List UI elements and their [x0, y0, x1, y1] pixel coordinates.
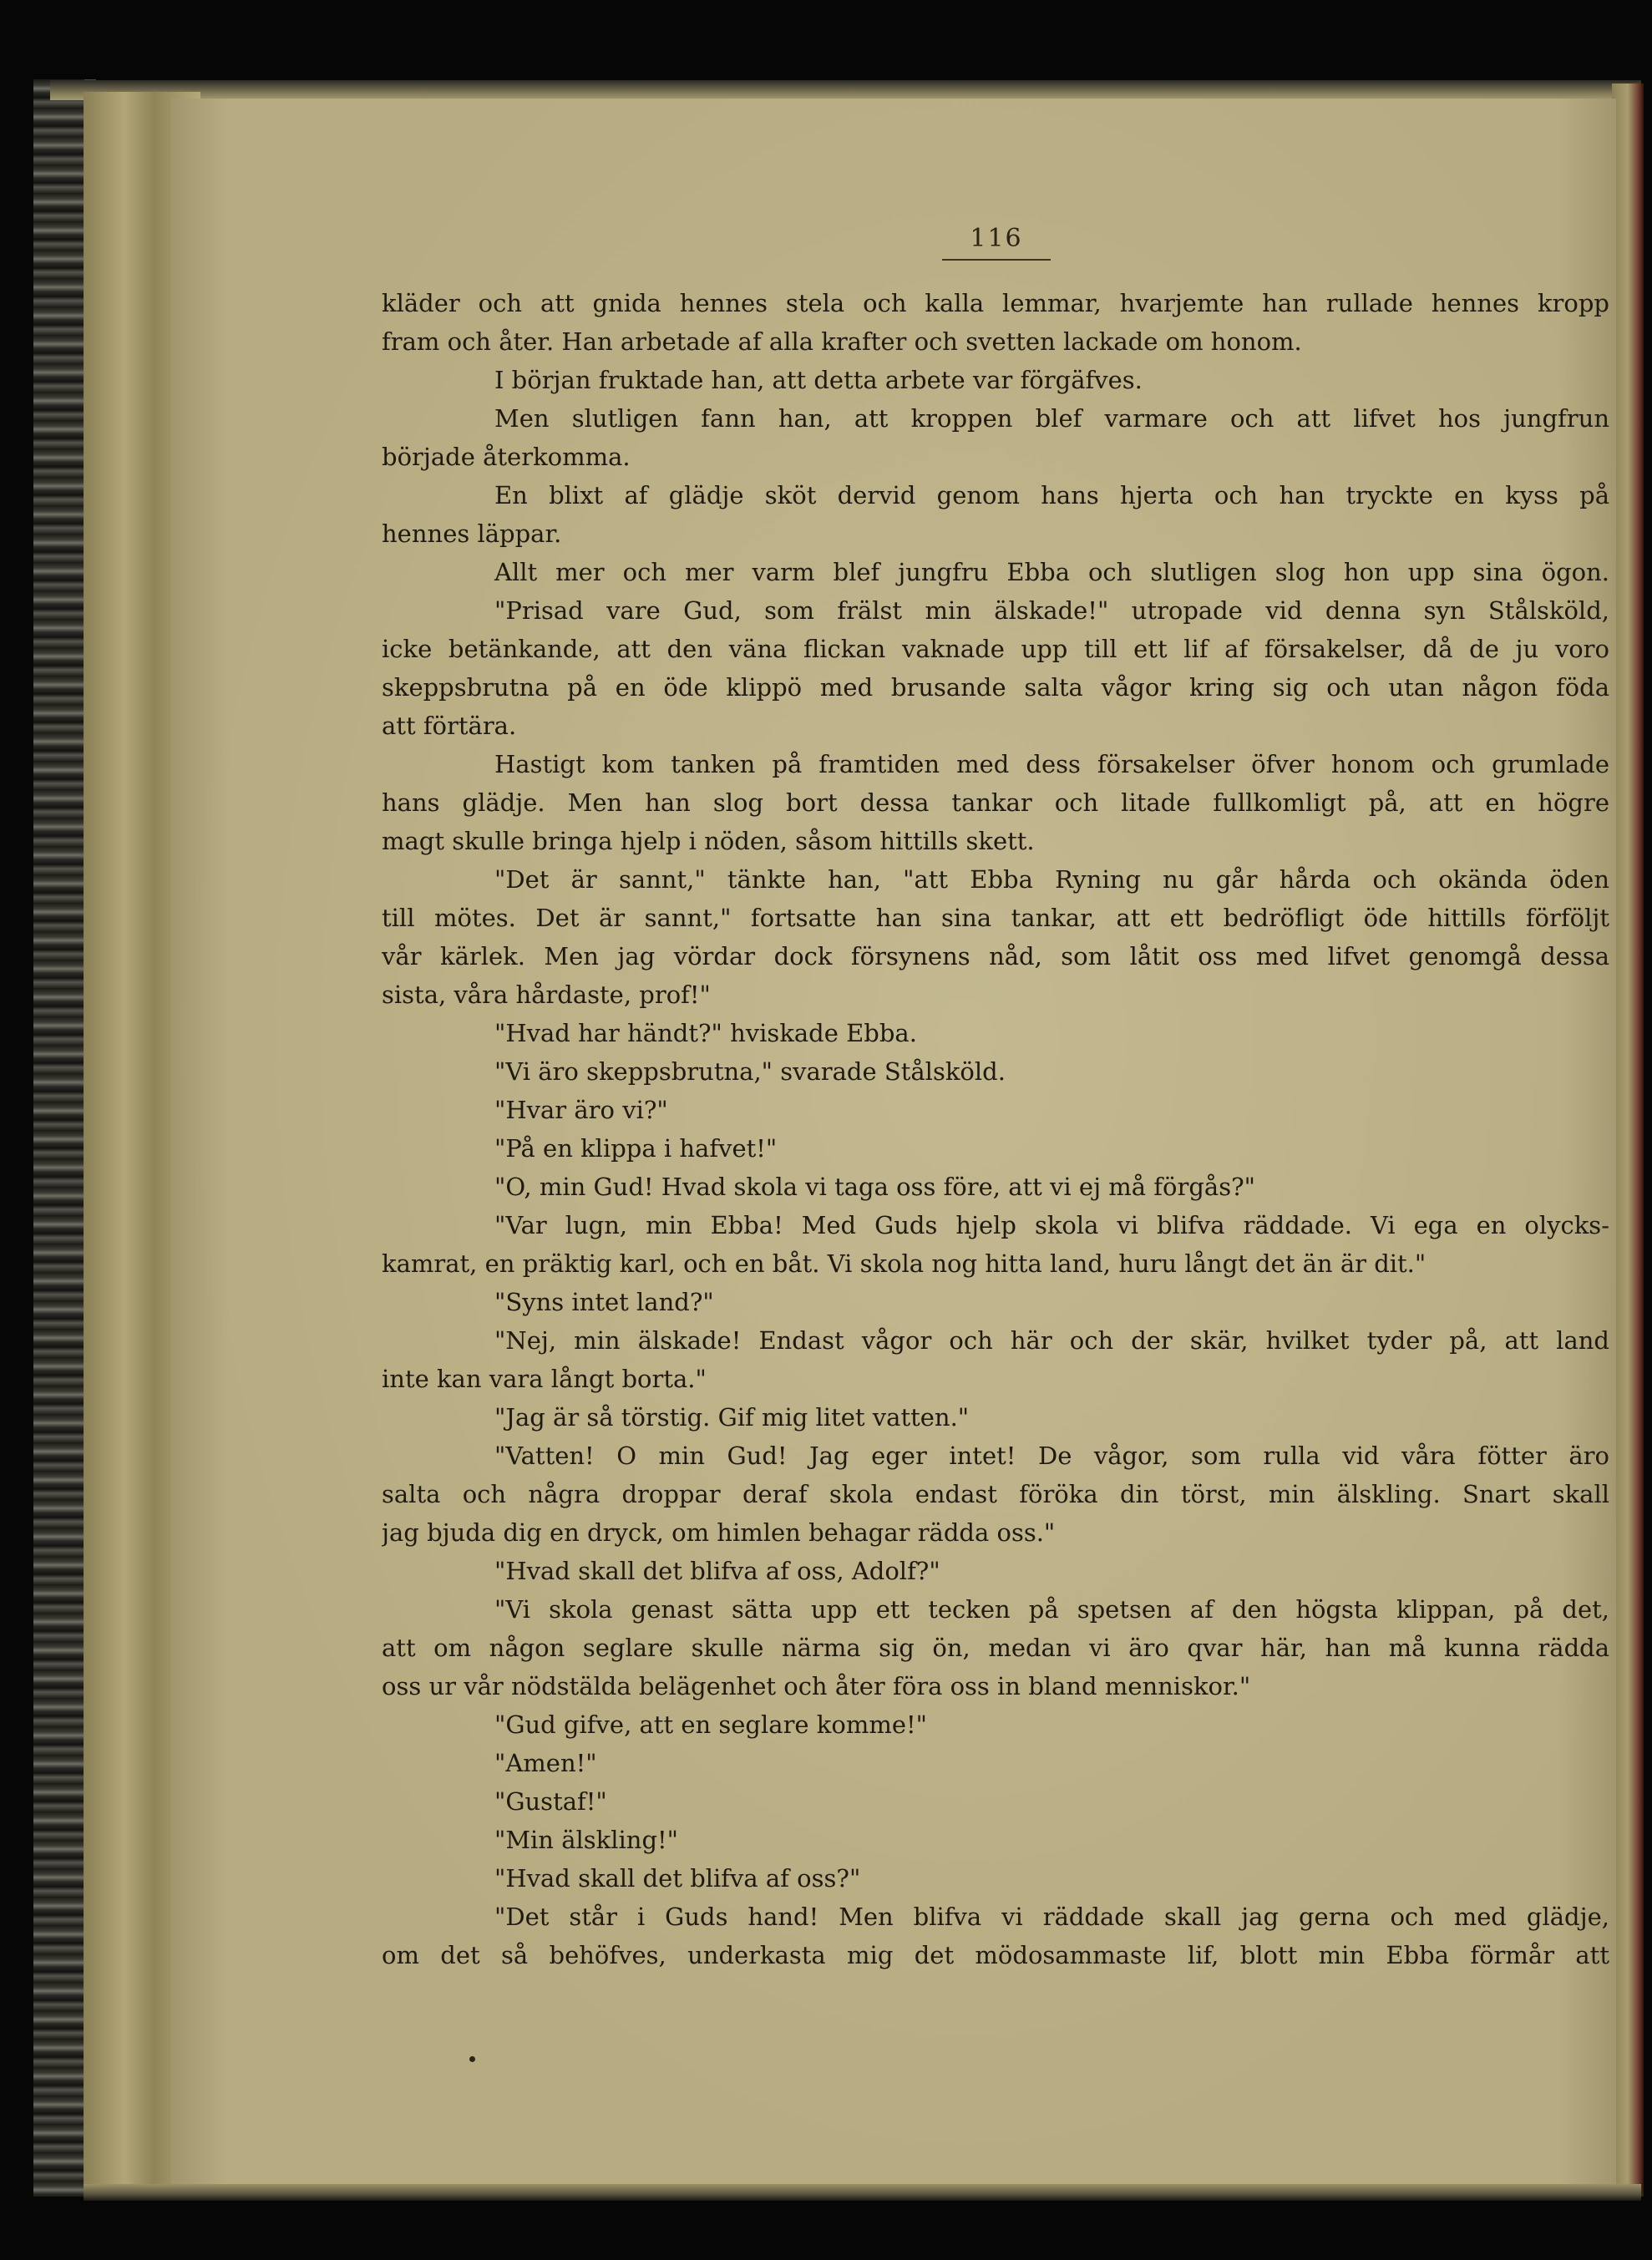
text-line: salta och några droppar deraf skola endast föröka din törst, min älskling. Snart skall: [382, 1480, 1609, 1508]
text-line: "Hvad skall det blifva af oss?": [494, 1864, 861, 1893]
text-line: I början fruktade han, att detta arbete var förgäfves.: [494, 366, 1143, 394]
text-line: "Vi äro skeppsbrutna," svarade Stålsköld.: [494, 1057, 1006, 1086]
page-number-rule: [942, 259, 1051, 261]
text-line: "O, min Gud! Hvad skola vi taga oss före, att vi ej må förgås?": [494, 1173, 1255, 1201]
text-line: "Det står i Guds hand! Men blifva vi räddade skall jag gerna och med glädje,: [494, 1903, 1609, 1931]
text-line: icke betänkande, att den väna flickan vaknade upp till ett lif af försakelser, då de ju voro: [382, 635, 1609, 663]
text-line: fram och åter. Han arbetade af alla krafter och svetten lackade om honom.: [382, 327, 1302, 356]
text-line: "Prisad vare Gud, som frälst min älskade!" utropade vid denna syn Stålsköld,: [494, 596, 1609, 625]
text-line: "Jag är så törstig. Gif mig litet vatten.": [494, 1403, 970, 1432]
text-line: till mötes. Det är sannt," fortsatte han sina tankar, att ett bedröfligt öde hittills förföljt: [382, 904, 1609, 932]
text-line: "Hvad har händt?" hviskade Ebba.: [494, 1019, 917, 1047]
text-line: Men slutligen fann han, att kroppen blef varmare och att lifvet hos jungfrun: [494, 404, 1609, 433]
text-line: oss ur vår nödstälda belägenhet och åter föra oss in bland menniskor.": [382, 1672, 1251, 1700]
text-line: En blixt af glädje sköt dervid genom hans hjerta och han tryckte en kyss på: [494, 481, 1609, 509]
text-line: "Var lugn, min Ebba! Med Guds hjelp skola vi blifva räddade. Vi ega en olycks-: [494, 1211, 1609, 1239]
text-line: "Vi skola genast sätta upp ett tecken på spetsen af den högsta klippan, på det,: [494, 1595, 1609, 1624]
text-line: Allt mer och mer varm blef jungfru Ebba och slutligen slog hon upp sina ögon.: [494, 558, 1609, 586]
text-line: började återkomma.: [382, 443, 631, 471]
text-line: Hastigt kom tanken på framtiden med dess försakelser öfver honom och grumlade: [494, 750, 1609, 778]
text-line: hennes läppar.: [382, 519, 562, 548]
text-line: "Nej, min älskade! Endast vågor och här och der skär, hvilket tyder på, att land: [494, 1326, 1609, 1355]
text-line: om det så behöfves, underkasta mig det mödosammaste lif, blott min Ebba förmår att: [382, 1941, 1609, 1969]
text-line: "Hvad skall det blifva af oss, Adolf?": [494, 1557, 940, 1585]
text-line: "Syns intet land?": [494, 1288, 714, 1316]
text-line: vår kärlek. Men jag vördar dock försynens nåd, som låtit oss med lifvet genomgå dessa: [382, 942, 1609, 970]
text-line: "Det är sannt," tänkte han, "att Ebba Ryning nu går hårda och okända öden: [494, 865, 1609, 894]
text-line: "Gud gifve, att en seglare komme!": [494, 1710, 927, 1739]
text-line: "Gustaf!": [494, 1787, 607, 1816]
page-right-edge: [1612, 84, 1644, 2197]
text-line: sista, våra hårdaste, prof!": [382, 981, 711, 1009]
text-line: att förtära.: [382, 712, 517, 740]
page-top-edge: [50, 80, 1641, 100]
text-line: hans glädje. Men han slog bort dessa tankar och litade fullkomligt på, att en högre: [382, 788, 1609, 817]
page-number: 116: [970, 224, 1023, 253]
text-line: "Amen!": [494, 1749, 597, 1777]
text-line: "Vatten! O min Gud! Jag eger intet! De vågor, som rulla vid våra fötter äro: [494, 1442, 1609, 1470]
text-line: att om någon seglare skulle närma sig ön, medan vi äro qvar här, han må kunna rädda: [382, 1634, 1609, 1662]
body-text: [382, 284, 1609, 1974]
text-line: jag bjuda dig en dryck, om himlen behagar rädda oss.": [382, 1518, 1056, 1547]
page-bottom-edge: [84, 2184, 1641, 2201]
text-line: kläder och att gnida hennes stela och kalla lemmar, hvarjemte han rullade hennes kropp: [382, 289, 1609, 317]
text-line: kamrat, en präktig karl, och en båt. Vi skola nog hitta land, huru långt det än är dit.": [382, 1249, 1426, 1278]
text-line: skeppsbrutna på en öde klippö med brusande salta vågor kring sig och utan någon föda: [382, 673, 1609, 702]
text-line: inte kan vara långt borta.": [382, 1365, 707, 1393]
text-line: "Min älskling!": [494, 1826, 679, 1854]
ink-speck: [469, 2056, 475, 2062]
text-line: "Hvar äro vi?": [494, 1096, 668, 1124]
text-line: magt skulle bringa hjelp i nöden, såsom hittills skett.: [382, 827, 1035, 855]
text-line: "På en klippa i hafvet!": [494, 1134, 778, 1163]
